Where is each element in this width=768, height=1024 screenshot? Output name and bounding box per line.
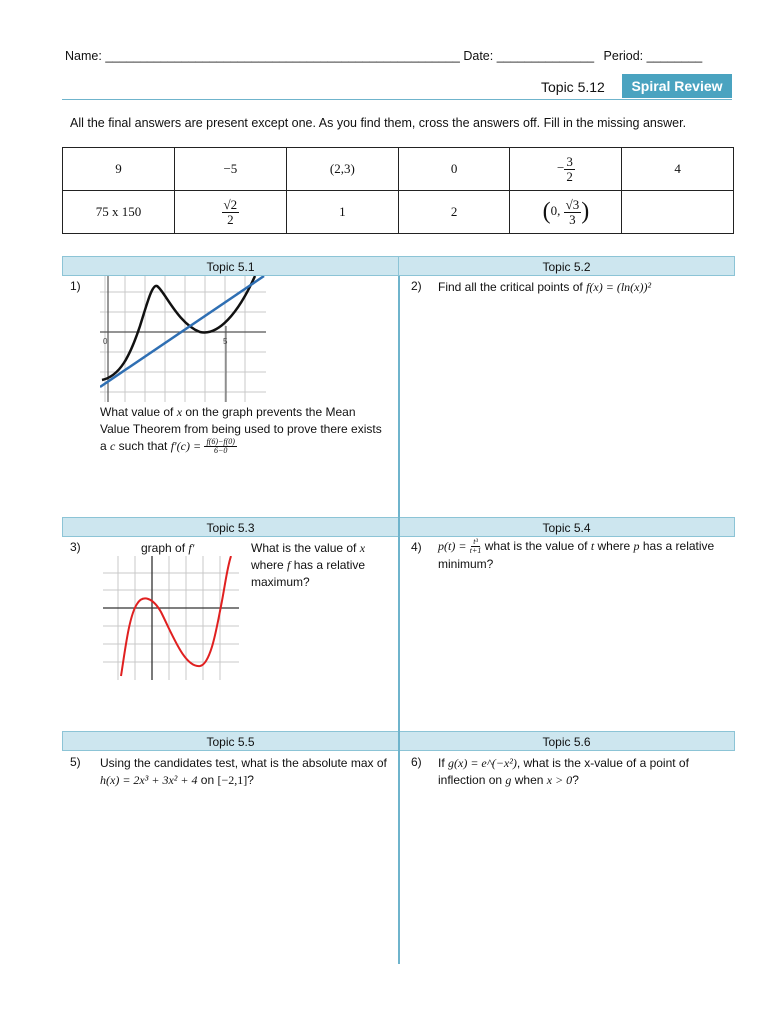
spiral-review-badge: Spiral Review <box>622 74 732 98</box>
section-header-5-5: Topic 5.5 <box>62 731 399 751</box>
question-4-text: p(t) = $\frac{\text{t³}}{t+1}$ what is the value of t where p has a relative minimum? <box>438 537 715 571</box>
period-label: Period: <box>603 49 644 63</box>
answer-cell[interactable]: −5 <box>174 148 286 191</box>
answer-cell[interactable] <box>174 191 286 234</box>
fraction <box>564 155 575 183</box>
answer-cell[interactable]: 0 <box>398 148 510 191</box>
answer-cell[interactable]: 1 <box>286 191 398 234</box>
numerator: √2 <box>223 196 238 212</box>
section-header-5-4: Topic 5.4 <box>398 517 735 537</box>
name-field[interactable]: ___________________________________________________ <box>105 49 460 63</box>
question-number: 3) <box>70 540 81 554</box>
question-2-text: Find all the critical points of f(x) = (ln(x))² <box>438 280 652 294</box>
answer-cell[interactable]: 9 <box>63 148 175 191</box>
section-header-5-6: Topic 5.6 <box>398 731 735 751</box>
student-info-line <box>65 49 735 63</box>
f-prime-curve <box>121 556 231 676</box>
question-5-text: Using the candidates test, what is the absolute max of h(x) = 2x³ + 3x² + 4 on [−2,1]? <box>100 756 387 787</box>
fraction <box>564 198 582 226</box>
column-divider <box>398 276 400 964</box>
right-paren: ) <box>581 198 590 225</box>
denominator: 3 <box>569 211 576 227</box>
answer-cell[interactable]: 75 x 150 <box>63 191 175 234</box>
answer-cell[interactable]: 4 <box>622 148 734 191</box>
date-field[interactable]: ______________ <box>496 49 595 63</box>
fraction: $\frac{\text{t³}}{t+1}$ <box>469 537 482 556</box>
tick-label-0: 0 <box>103 337 108 346</box>
table-row <box>63 191 734 234</box>
mvt-graph <box>100 276 266 402</box>
table-row <box>63 148 734 191</box>
header-divider <box>62 99 732 100</box>
question-number: 2) <box>411 279 422 293</box>
answer-bank-table <box>62 147 734 234</box>
name-label: Name: <box>65 49 102 63</box>
instructions: All the final answers are present except one. As you find them, cross the answers off. Fill in the missing answer. <box>70 116 687 130</box>
answer-cell[interactable]: 2 <box>398 191 510 234</box>
fraction: $\frac{f(6)-f(0)}{6-0}$ <box>206 437 235 456</box>
numerator: 3 <box>566 153 573 169</box>
graph-caption: graph of f′ <box>141 541 195 555</box>
date-label: Date: <box>463 49 494 63</box>
left-paren: ( <box>542 198 551 225</box>
question-number: 1) <box>70 279 81 293</box>
x-coordinate: 0, <box>550 202 564 218</box>
section-header-5-1: Topic 5.1 <box>62 256 399 276</box>
denominator: 2 <box>566 168 573 184</box>
question-3-text: What is the value of x where f has a relative maximum? <box>251 541 366 589</box>
question-1-text: What value of x on the graph prevents the Mean Value Theorem from being used to prove there exists a c such that f′(c) = $\frac{f(6)-f(0)}{6-0}$ <box>100 405 382 456</box>
period-field[interactable]: ________ <box>646 49 703 63</box>
question-number: 6) <box>411 755 422 769</box>
fraction <box>222 198 240 226</box>
minus-sign: − <box>556 159 565 175</box>
answer-cell[interactable]: (2,3) <box>286 148 398 191</box>
derivative-graph <box>103 556 239 680</box>
question-number: 4) <box>411 540 422 554</box>
section-header-5-3: Topic 5.3 <box>62 517 399 537</box>
blank-answer-cell[interactable] <box>622 191 734 234</box>
topic-number: Topic 5.12 <box>541 79 605 95</box>
section-header-5-2: Topic 5.2 <box>398 256 735 276</box>
question-6-text: If g(x) = e^(−x²), what is the x-value of a point of inflection on g when x > 0? <box>438 756 689 787</box>
answer-cell[interactable] <box>510 148 622 191</box>
tick-label-5: 5 <box>223 337 228 346</box>
question-number: 5) <box>70 755 81 769</box>
numerator: √3 <box>565 196 580 212</box>
denominator: 2 <box>227 211 234 227</box>
answer-cell[interactable] <box>510 191 622 234</box>
